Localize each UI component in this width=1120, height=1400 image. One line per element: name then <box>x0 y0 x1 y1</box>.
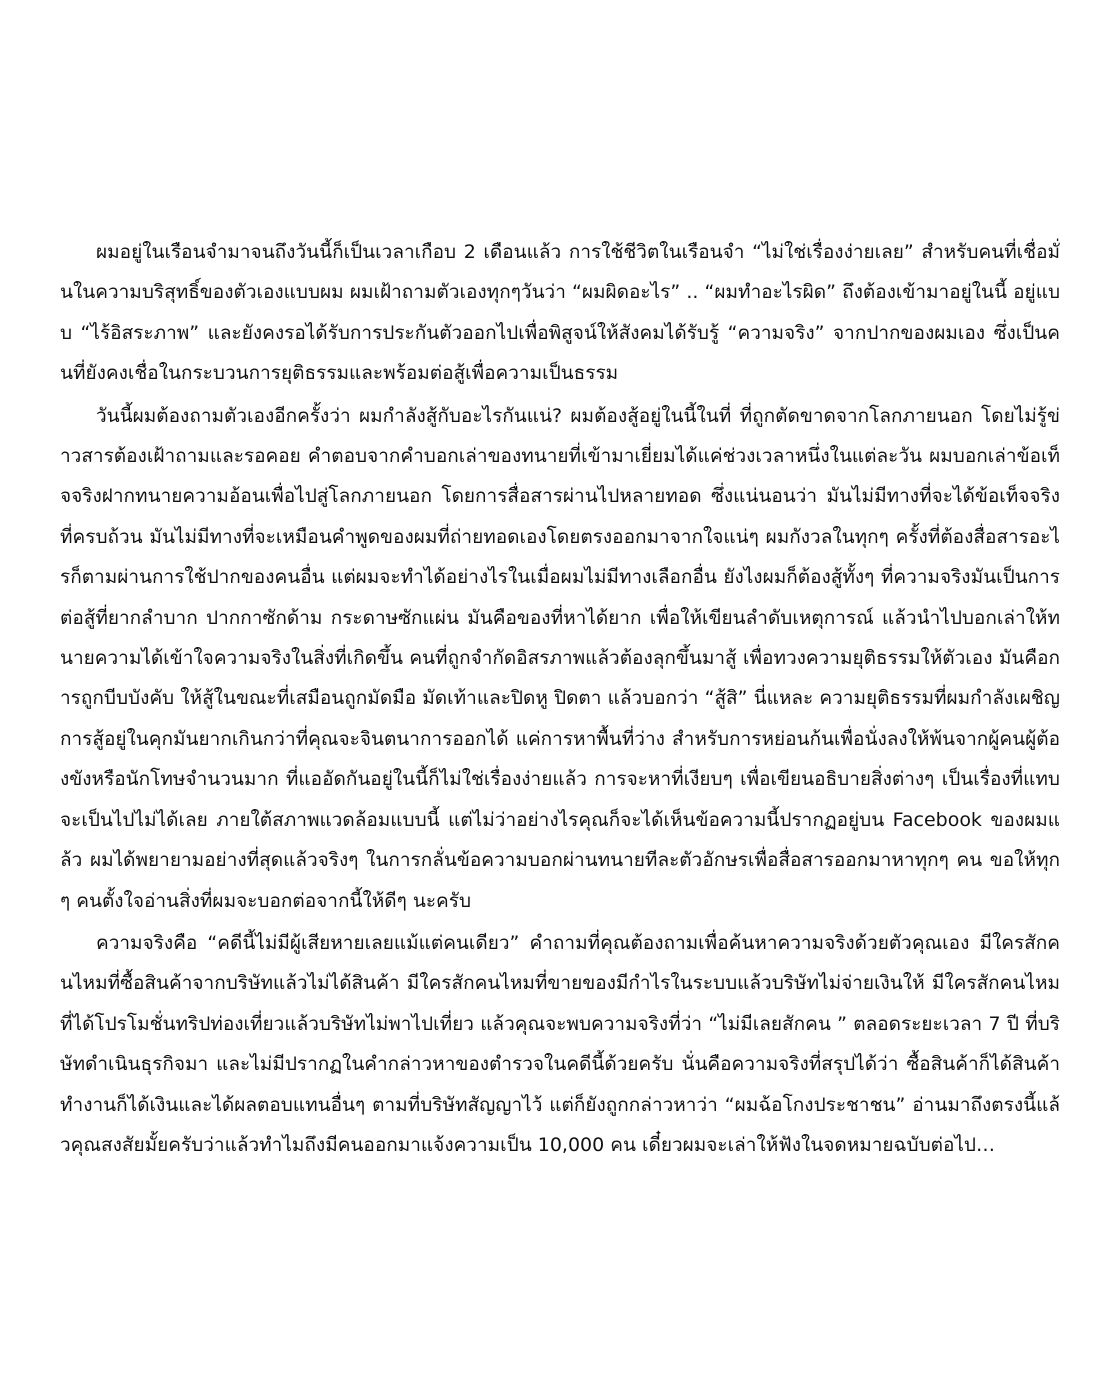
letter-paragraph-3: ความจริงคือ “คดีนี้ไม่มีผู้เสียหายเลยแม้แต่คนเดียว” คำถามที่คุณต้องถามเพื่อค้นหาความจริงด้วยตัวคุณเอง มีใครสักคนไหมที่ซื้อสินค้าจากบริษัทแล้วไม่ได้สินค้า มีใครสักคนไหมที่ขายของมีกำไรในระบบแล้วบริษัทไม่จ่ายเงินให้ มีใครสักคนไหมที่ได้โปรโมชั่นทริปท่องเที่ยวแล้วบริษัทไม่พาไปเที่ยว แล้วคุณจะพบความจริงที่ว่า “ไม่มีเลยสักคน ” ตลอดระยะเวลา 7 ปี ที่บริษัทดำเนินธุรกิจมา และไม่มีปรากฏในคำกล่าวหาของตำรวจในคดีนี้ด้วยครับ นั่นคือความจริงที่สรุปได้ว่า ซื้อสินค้าก็ได้สินค้าทำงานก็ได้เงินและได้ผลตอบแทนอื่นๆ ตามที่บริษัทสัญญาไว้ แต่ก็ยังถูกกล่าวหาว่า “ผมฉ้อโกงประชาชน” อ่านมาถึงตรงนี้แล้วคุณสงสัยมั้ยครับว่าแล้วทำไมถึงมีคนออกมาแจ้งความเป็น 10,000 คน เดี๋ยวผมจะเล่าให้ฟังในจดหมายฉบับต่อไป… <box>60 931 1060 1156</box>
letter-paragraph-2: วันนี้ผมต้องถามตัวเองอีกครั้งว่า ผมกำลังสู้กับอะไรกันแน่? ผมต้องสู้อยู่ในนี้ในที่ ที่ถูกตัดขาดจากโลกภายนอก โดยไม่รู้ข่าวสารต้องเฝ้าถามและรอคอย คำตอบจากคำบอกเล่าของทนายที่เข้ามาเยี่ยมได้แค่ช่วงเวลาหนึ่งในแต่ละวัน ผมบอกเล่าข้อเท็จจริงฝากทนายความอ้อนเพื่อไปสู่โลกภายนอก โดยการสื่อสารผ่านไปหลายทอด ซึ่งแน่นอนว่า มันไม่มีทางที่จะได้ข้อเท็จจริงที่ครบถ้วน มันไม่มีทางที่จะเหมือนคำพูดของผมที่ถ่ายทอดเองโดยตรงออกมาจากใจแน่ๆ ผมกังวลในทุกๆ ครั้งที่ต้องสื่อสารอะไรก็ตามผ่านการใช้ปากของคนอื่น แต่ผมจะทำได้อย่างไรในเมื่อผมไม่มีทางเลือกอื่น ยังไงผมก็ต้องสู้ทั้งๆ ที่ความจริงมันเป็นการต่อสู้ที่ยากลำบาก ปากกาซักด้าม กระดาษซักแผ่น มันคือของที่หาได้ยาก เพื่อให้เขียนลำดับเหตุการณ์ แล้วนำไปบอกเล่าให้ทนายความได้เข้าใจความจริงในสิ่งที่เกิดขึ้น คนที่ถูกจำกัดอิสรภาพแล้วต้องลุกขึ้นมาสู้ เพื่อทวงความยุติธรรมให้ตัวเอง มันคือการถูกบีบบังคับ ให้สู้ในขณะที่เสมือนถูกมัดมือ มัดเท้าและปิดหู ปิดตา แล้วบอกว่า “สู้สิ” นี่แหละ ความยุติธรรมที่ผมกำลังเผชิญ การสู้อยู่ในคุกมันยากเกินกว่าที่คุณจะจินตนาการออกได้ แค่การหาพื้นที่ว่าง สำหรับการหย่อนก้นเพื่อนั่งลงให้พ้นจากผู้คนผู้ต้องขังหรือนักโทษจำนวนมาก ที่แออัดกันอยู่ในนี้ก็ไม่ใช่เรื่องง่ายแล้ว การจะหาที่เงียบๆ เพื่อเขียนอธิบายสิ่งต่างๆ เป็นเรื่องที่แทบจะเป็นไปไม่ได้เลย ภายใต้สภาพแวดล้อมแบบนี้ แต่ไม่ว่าอย่างไรคุณก็จะได้เห็นข้อความนี้ปรากฏอยู่บน Facebook ของผมแล้ว ผมได้พยายามอย่างที่สุดแล้วจริงๆ ในการกลั่นข้อความบอกผ่านทนายทีละตัวอักษรเพื่อสื่อสารออกมาหาทุกๆ คน ขอให้ทุกๆ คนตั้งใจอ่านสิ่งที่ผมจะบอกต่อจากนี้ให้ดีๆ นะครับ <box>60 404 1060 912</box>
letter-paragraph-1: ผมอยู่ในเรือนจำมาจนถึงวันนี้ก็เป็นเวลาเกือบ 2 เดือนแล้ว การใช้ชีวิตในเรือนจำ “ไม่ใช่เรื่องง่ายเลย” สำหรับคนที่เชื่อมั่นในความบริสุทธิ์ของตัวเองแบบผม ผมเฝ้าถามตัวเองทุกๆวันว่า “ผมผิดอะไร” .. “ผมทำอะไรผิด” ถึงต้องเข้ามาอยู่ในนี้ อยู่แบบ “ไร้อิสระภาพ” และยังคงรอได้รับการประกันตัวออกไปเพื่อพิสูจน์ให้สังคมได้รับรู้ “ความจริง” จากปากของผมเอง ซึ่งเป็นคนที่ยังคงเชื่อในกระบวนการยุติธรรมและพร้อมต่อสู้เพื่อความเป็นธรรม <box>60 241 1060 385</box>
letter-page <box>60 232 1060 1167</box>
